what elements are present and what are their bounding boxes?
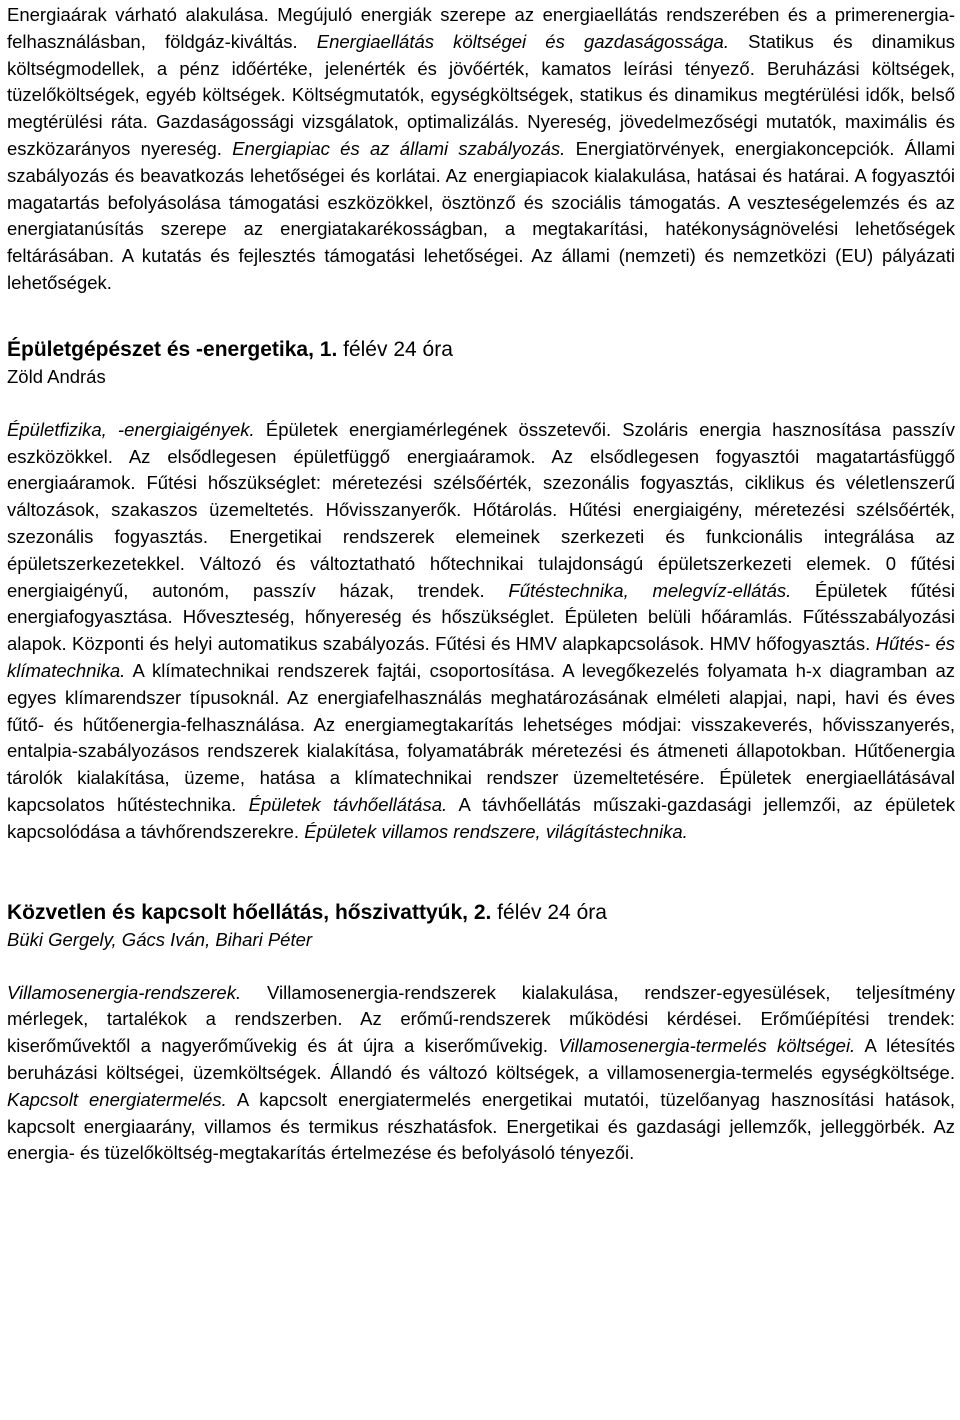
intro-paragraph [7,2,955,297]
course-1-p2-text: Épületek fűtési energiafogyasztása. Hőveszteség, hőnyereség és hőszükséglet. Épületen belüli hőáramlás. Fűtésszabályozási alapok. Központi és helyi automatikus szabályozás. Fűtési és HMV alapkapcsolások. HMV hőfogyasztás. [7,579,956,655]
course-1-title-rest: félév 24 óra [337,337,453,361]
course-2-body [7,980,955,1168]
intro-text-5: Energiatörvények, energiakoncepciók. Állami szabályozás és beavatkozás lehetőségei és korlátai. Az energiapiacok kialakulása, hatásai és határai. A fogyasztói magatartás befolyásolása támogatási eszközökkel, ösztönző és szociális támogatás. A veszteségelemzés és az energiatanúsítás szerepe az energiatakarékosságban, a megtakarítási, hatékonyságnövelési lehetőségek feltárásában. A kutatás és fejlesztés támogatási lehetőségei. Az állami (nemzeti) és nemzetközi (EU) pályázati lehetőségek. [7,137,956,293]
course-1-p2-heading: Fűtéstechnika, melegvíz-ellátás. [508,579,792,601]
intro-text-1: Energiaárak várható alakulása. Megújuló energiák szerepe az energiaellátás rendszerében és a primerenergia-felhasználásban, földgáz-kiváltás. [7,4,955,52]
course-2-p3-text: A kapcsolt energiatermelés energetikai mutatói, tüzelőanyag hasznosítási hatások, kapcsolt energiaarány, villamos és termikus részhatásfok. Energetikai és gazdasági jellemzők, jelleggörbék. Az energia- és tüzelőköltség-megtakarítás értelmezése és befolyásoló tényezői. [7,1088,955,1164]
course-1-lecturers: Zöld András [7,365,106,387]
course-2-p3-heading: Kapcsolt energiatermelés. [7,1088,227,1110]
intro-text-3: Statikus és dinamikus költségmodellek, a pénz időértéke, jelenérték és jövőérték, kamatos leírási tényező. Beruházási költségek, tüzelőköltségek, egyéb költségek. Költségmutatók, egységköltségek, statikus és dinamikus megtérülési idők, belső megtérülési ráta. Gazdaságossági vizsgálatok, optimalizálás. Nyereség, jövedelmezőségi mutatók, maximális és eszközarányos nyereség. [7,30,956,159]
course-1-title-bold: Épületgépészet és -energetika, 1. [7,337,338,361]
spacer [7,390,955,417]
course-1-p4-heading: Épületek távhőellátása. [248,793,448,815]
spacer [7,953,955,980]
course-1-title [7,336,955,363]
course-2-p1-heading: Villamosenergia-rendszerek. [7,981,242,1003]
course-1-p5-heading: Épületek villamos rendszere, világítástechnika. [304,820,688,842]
course-2-p2-text: A létesítés beruházási költségei, üzemköltségek. Állandó és változó költségek, a villamosenergia-termelés egységköltsége. [7,1035,956,1083]
course-2-p2-heading: Villamosenergia-termelés költségei. [558,1035,856,1057]
course-2-title-bold: Közvetlen és kapcsolt hőellátás, hőszivattyúk, 2. [7,900,492,924]
course-1-p1-heading: Épületfizika, -energiaigények. [7,418,255,440]
course-2-lecturers [7,926,955,953]
course-1-p3-heading: Hűtés- és klímatechnika. [7,633,955,681]
course-1-p3-text: A klímatechnikai rendszerek fajtái, csoportosítása. A levegőkezelés folyamata h-x diagramban az egyes klímarendszer típusoknál. Az energiafelhasználás meghatározásának elméleti alapjai, napi, havi és éves fűtő- és hűtőenergia-felhasználása. Az energiamegtakarítás lehetséges módjai: visszakeverés, hővisszanyerés, entalpia-szabályozásos rendszerek kialakítása, folyamatábrák méretezési és átmeneti állapotokban. Hűtőenergia tárolók kialakítása, üzeme, hatása a klímatechnikai rendszer üzemeltetésére. Épületek energiaellátásával kapcsolatos hűtéstechnika. [7,659,955,815]
course-2-p1-text: Villamosenergia-rendszerek kialakulása, rendszer-egyesülések, teljesítmény mérlegek, tartalékok a rendszerben. Az erőmű-rendszerek működési kérdései. Erőműépítési trendek: kiserőművektől a nagyerőművekig és át újra a kiserőművekig. [7,981,955,1057]
document-page [7,2,955,1167]
course-2-title-rest: félév 24 óra [491,900,607,924]
course-1-p4-text: A távhőellátás műszaki-gazdasági jellemzői, az épületek kapcsolódása a távhőrendszerekre. [7,793,956,842]
course-2-title [7,899,955,926]
spacer [7,846,955,899]
intro-heading-costs: Energiaellátás költségei és gazdaságossága. [316,30,729,52]
course-2-lecturers-names: Büki Gergely, Gács Iván, Bihari Péter [7,928,313,950]
intro-heading-market: Energiapiac és az állami szabályozás. [232,137,566,159]
spacer [7,297,955,336]
course-1-p1-text: Épületek energiamérlegének összetevői. Szoláris energia hasznosítása passzív eszközökkel. Az elsődlegesen épületfüggő energiaáramok. Az elsődlegesen fogyasztói magatartásfüggő energiaáramok. Fűtési hőszükséglet: méretezési szélsőérték, szezonális fogyasztás, ciklikus és véletlenszerű változások, szakaszos üzemeltetés. Hővisszanyerők. Hőtárolás. Hűtési energiaigény, méretezési szélsőérték, szezonális fogyasztás. Energetikai rendszerek elemeinek szerkezeti és funkcionális integrálása az épületszerkezetekkel. Változó és változtatható hőtechnikai tulajdonságú épületszerkezeti elemek. 0 fűtési energiaigényű, autonóm, passzív házak, trendek. [7,418,955,601]
course-1-body [7,417,955,846]
